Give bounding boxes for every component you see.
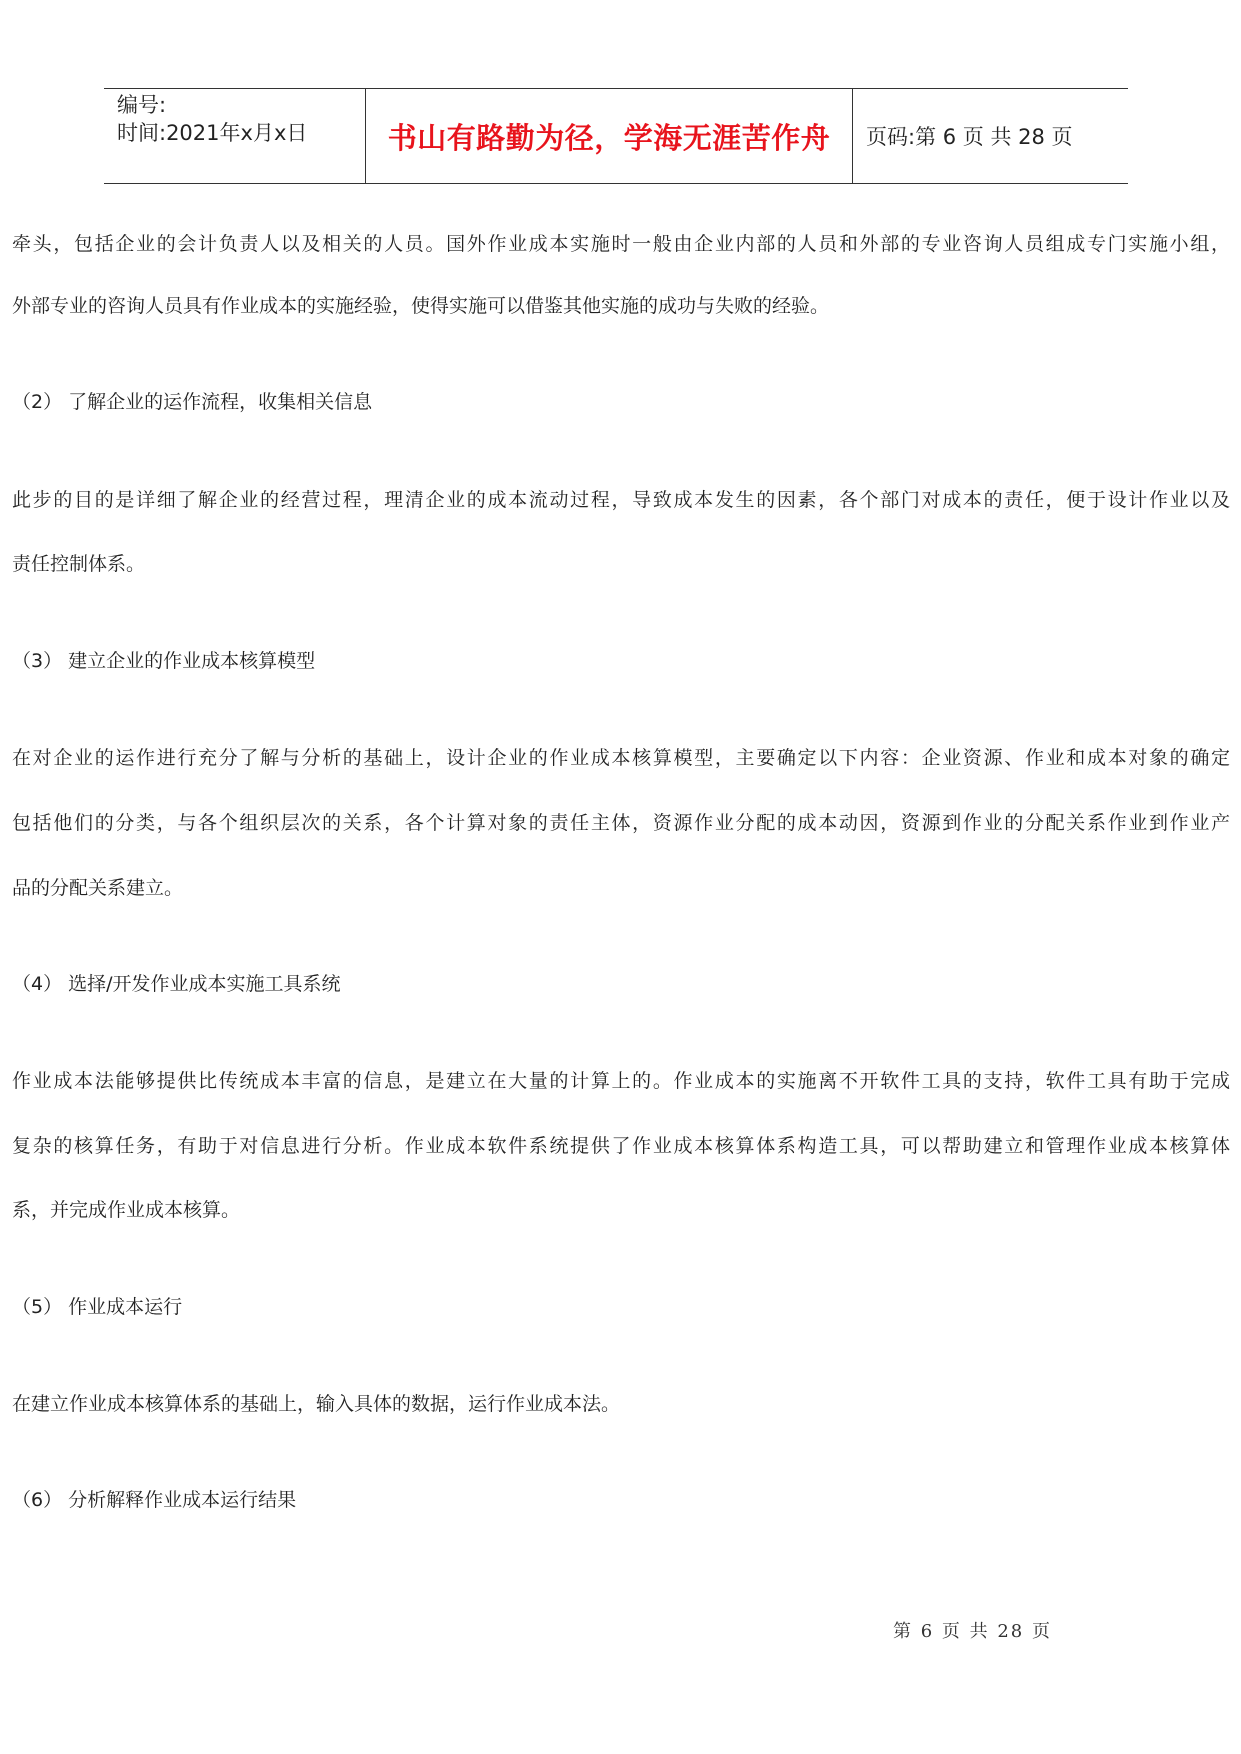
document-time-label: 时间:2021年x月x日: [117, 121, 308, 145]
body-line: 作业成本法能够提供比传统成本丰富的信息，是建立在大量的计算上的。作业成本的实施离不开软件工具的支持，软件工具有助于完成: [12, 1070, 1230, 1092]
section-heading: （6） 分析解释作业成本运行结果: [12, 1489, 297, 1511]
header-page-cell: [853, 89, 1128, 183]
body-line: 品的分配关系建立。: [12, 877, 184, 899]
body-line: 复杂的核算任务，有助于对信息进行分析。作业成本软件系统提供了作业成本核算体系构造工具，可以帮助建立和管理作业成本核算体: [12, 1135, 1230, 1157]
section-heading: （2） 了解企业的运作流程，收集相关信息: [12, 391, 373, 413]
page-footer: 第 6 页 共 28 页: [893, 1621, 1052, 1642]
section-heading: （4） 选择/开发作业成本实施工具系统: [12, 973, 341, 995]
header-motto-cell: [366, 89, 853, 183]
body-line: 牵头，包括企业的会计负责人以及相关的人员。国外作业成本实施时一般由企业内部的人员和外部的专业咨询人员组成专门实施小组，: [12, 233, 1230, 255]
body-line: 责任控制体系。: [12, 553, 146, 575]
document-number-label: 编号:: [117, 93, 167, 117]
body-line: 外部专业的咨询人员具有作业成本的实施经验，使得实施可以借鉴其他实施的成功与失败的经验。: [12, 295, 830, 317]
body-line: 在建立作业成本核算体系的基础上，输入具体的数据，运行作业成本法。: [12, 1393, 621, 1415]
header-page-code: 页码:第 6 页 共 28 页: [866, 125, 1073, 149]
body-line: 在对企业的运作进行充分了解与分析的基础上，设计企业的作业成本核算模型，主要确定以下内容：企业资源、作业和成本对象的确定: [12, 747, 1230, 769]
section-heading: （5） 作业成本运行: [12, 1296, 183, 1318]
body-line: 此步的目的是详细了解企业的经营过程，理清企业的成本流动过程，导致成本发生的因素，各个部门对成本的责任，便于设计作业以及: [12, 489, 1230, 511]
header-motto: 书山有路勤为径，学海无涯苦作舟: [387, 120, 831, 155]
section-heading: （3） 建立企业的作业成本核算模型: [12, 650, 316, 672]
body-line: 包括他们的分类，与各个组织层次的关系，各个计算对象的责任主体，资源作业分配的成本动因，资源到作业的分配关系作业到作业产: [12, 812, 1230, 834]
header-info-cell: [104, 89, 366, 183]
page-header: [104, 88, 1128, 184]
body-line: 系，并完成作业成本核算。: [12, 1199, 241, 1221]
